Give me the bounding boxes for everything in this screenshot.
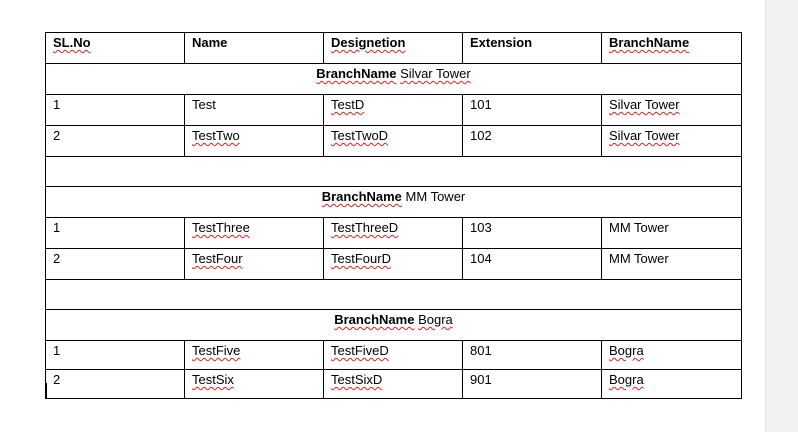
cell-name: TestFive bbox=[185, 341, 324, 370]
cell-extension: 901 bbox=[463, 370, 602, 399]
cell-designation: TestFourD bbox=[324, 249, 463, 280]
cell-extension: 101 bbox=[463, 95, 602, 126]
header-cell-extension: Extension bbox=[463, 33, 602, 64]
group-heading-cell: BranchName MM Tower bbox=[46, 187, 742, 218]
cell-extension: 801 bbox=[463, 341, 602, 370]
group-heading-row bbox=[46, 187, 742, 218]
cell-branch: Bogra bbox=[602, 370, 742, 399]
table-row bbox=[46, 249, 742, 280]
cell-branch: Bogra bbox=[602, 341, 742, 370]
cell-extension: 103 bbox=[463, 218, 602, 249]
cell-branch: MM Tower bbox=[602, 249, 742, 280]
blank-cell bbox=[46, 280, 742, 310]
cell-slno: 1 bbox=[46, 218, 185, 249]
header-cell-branchname: BranchName bbox=[602, 33, 742, 64]
cell-designation: TestSixD bbox=[324, 370, 463, 399]
cell-extension: 102 bbox=[463, 126, 602, 157]
cell-extension: 104 bbox=[463, 249, 602, 280]
cell-slno: 1 bbox=[46, 341, 185, 370]
branch-table bbox=[45, 32, 742, 399]
cell-branch: Silvar Tower bbox=[602, 126, 742, 157]
group-heading-cell: BranchName Bogra bbox=[46, 310, 742, 341]
header-row bbox=[46, 33, 742, 64]
table-row bbox=[46, 341, 742, 370]
cell-branch: Silvar Tower bbox=[602, 95, 742, 126]
cell-designation: TestD bbox=[324, 95, 463, 126]
vertical-scrollbar[interactable] bbox=[765, 0, 798, 432]
cell-name: TestThree bbox=[185, 218, 324, 249]
text-cursor bbox=[46, 383, 47, 399]
cell-designation: TestThreeD bbox=[324, 218, 463, 249]
cell-name: Test bbox=[185, 95, 324, 126]
blank-row bbox=[46, 280, 742, 310]
blank-row bbox=[46, 157, 742, 187]
header-cell-name: Name bbox=[185, 33, 324, 64]
group-heading-row bbox=[46, 310, 742, 341]
blank-cell bbox=[46, 157, 742, 187]
cell-designation: TestFiveD bbox=[324, 341, 463, 370]
cell-branch: MM Tower bbox=[602, 218, 742, 249]
table-row bbox=[46, 126, 742, 157]
cell-slno: 2 bbox=[46, 126, 185, 157]
cell-name: TestFour bbox=[185, 249, 324, 280]
table-row bbox=[46, 95, 742, 126]
cell-slno: 2 bbox=[46, 249, 185, 280]
cell-slno: 2 bbox=[46, 370, 185, 399]
cell-slno: 1 bbox=[46, 95, 185, 126]
header-cell-designation: Designetion bbox=[324, 33, 463, 64]
group-heading-row bbox=[46, 64, 742, 95]
cell-name: TestTwo bbox=[185, 126, 324, 157]
cell-designation: TestTwoD bbox=[324, 126, 463, 157]
group-heading-cell: BranchName Silvar Tower bbox=[46, 64, 742, 95]
table-row bbox=[46, 218, 742, 249]
table-row bbox=[46, 370, 742, 399]
cell-name: TestSix bbox=[185, 370, 324, 399]
header-cell-slno: SL.No bbox=[46, 33, 185, 64]
